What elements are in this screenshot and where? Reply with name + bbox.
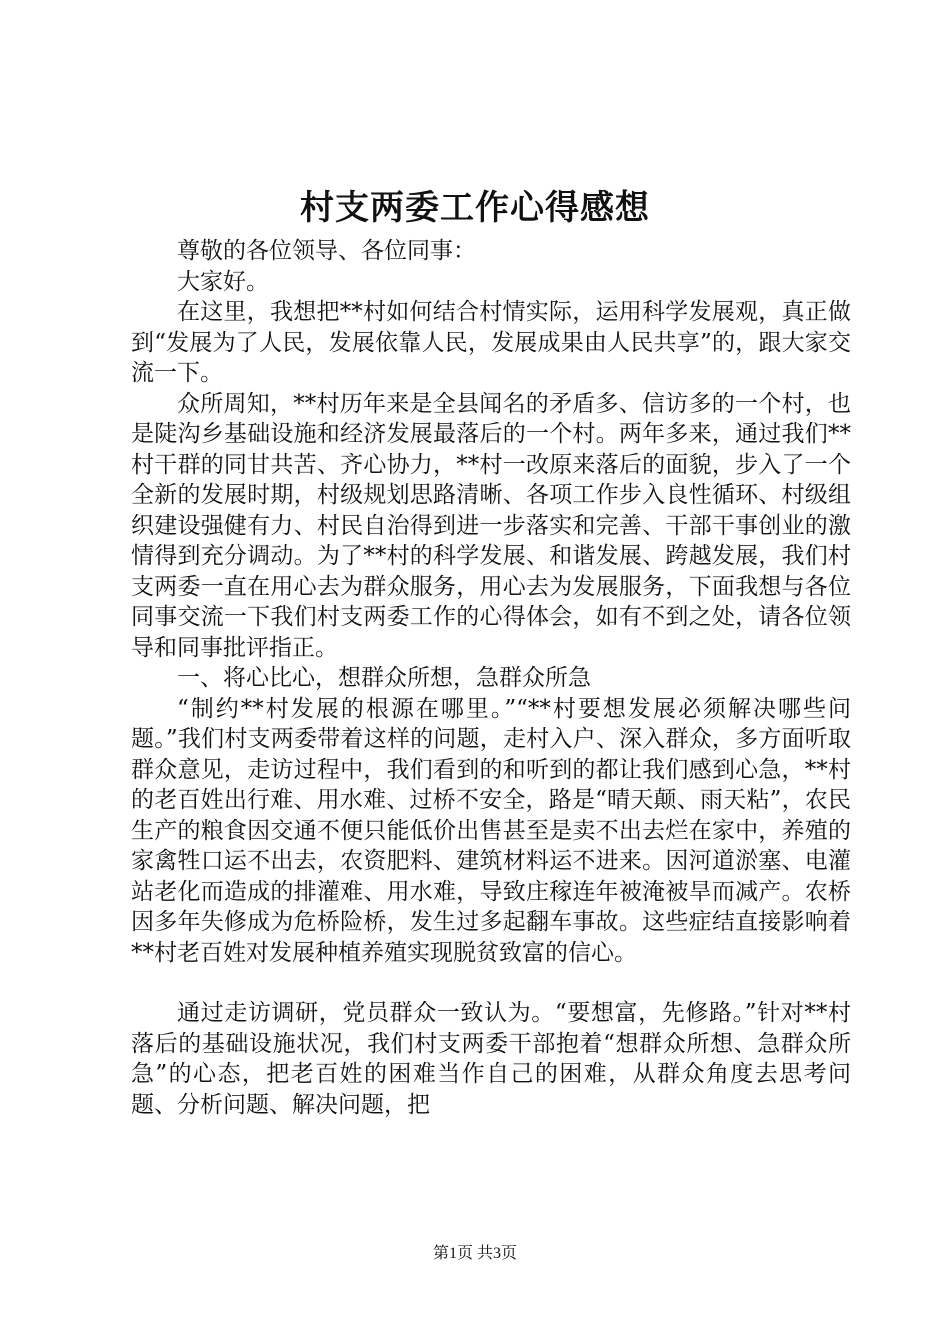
paragraph-greeting: 大家好。 (177, 268, 269, 295)
section-heading-1: 一、将心比心，想群众所想，急群众所急 (177, 665, 591, 691)
paragraph-problems: “制约**村发展的根源在哪里。”“**村要想发展必须解决哪些问题。”我们村支两委带着这样的问题，走村入户、深入群众，多方面听取群众意见，走访过程中，我们看到的和听到的都让我们感到心急，**村的老百姓出行难、用水难、过桥不安全，路是“晴天颠、雨天粘”，农民生产的粮食因交通不便只能低价出售甚至是卖不出去烂在家中，养殖的家禽牲口运不出去，农资肥料、建筑材料运不进来。因河道淤塞、电灌站老化而造成的排灌难、用水难，导致庄稼连年被淹被旱而减产。农桥因多年失修成为危桥险桥，发生过多起翻车事故。这些症结直接影响着**村老百姓对发展种植养殖实现脱贫致富的信心。 (131, 695, 851, 966)
paragraph-salutation: 尊敬的各位领导、各位同事： (177, 238, 476, 264)
paragraph-survey: 通过走访调研，党员群众一致认为。“要想富，先修路。”针对**村落后的基础设施状况，我们村支两委干部抱着“想群众所想、急群众所急”的心态，把老百姓的困难当作自己的困难，从群众角度去思考问题、分析问题、解决问题，把 (131, 1000, 851, 1118)
document-body (131, 236, 851, 1120)
paragraph-intro: 在这里，我想把**村如何结合村情实际，运用科学发展观，真正做到“发展为了人民，发展依靠人民，发展成果由人民共享”的，跟大家交流一下。 (131, 299, 851, 386)
page-number: 第1页 共3页 (432, 1245, 517, 1262)
document-title: 村支两委工作心得感想 (300, 188, 650, 228)
paragraph-background: 众所周知，**村历年来是全县闻名的矛盾多、信访多的一个村，也是陡沟乡基础设施和经济发展最落后的一个村。两年多来，通过我们**村干群的同甘共苦、齐心协力，**村一改原来落后的面貌，步入了一个全新的发展时期，村级规划思路清晰、各项工作步入良性循环、村级组织建设强健有力、村民自治得到进一步落实和完善、干部干事创业的激情得到充分调动。为了**村的科学发展、和谐发展、跨越发展，我们村支两委一直在用心去为群众服务，用心去为发展服务，下面我想与各位同事交流一下我们村支两委工作的心得体会，如有不到之处，请各位领导和同事批评指正。 (131, 390, 851, 661)
